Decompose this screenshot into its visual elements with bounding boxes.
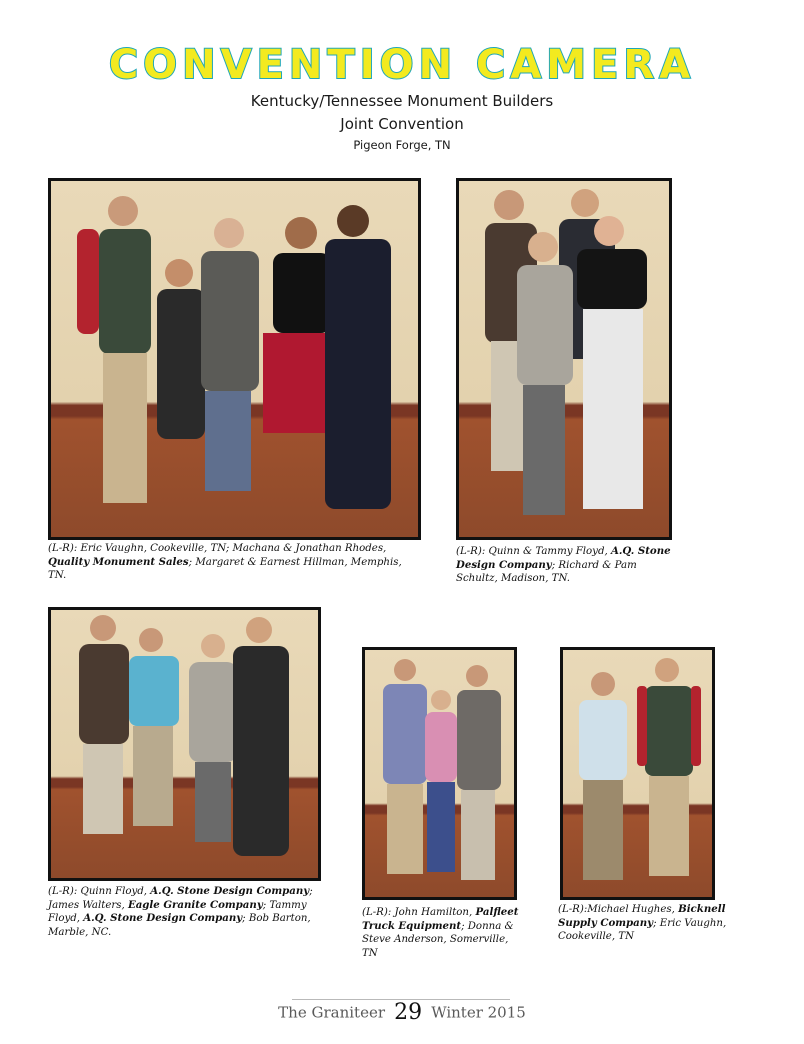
- caption-text: ; Eric Vaughn, Cookeville, TN: [558, 917, 727, 943]
- location-line: Pigeon Forge, TN: [353, 138, 451, 152]
- people-silhouettes: [579, 658, 701, 880]
- page-footer: [0, 1000, 804, 1025]
- caption-photo-2: [456, 545, 674, 586]
- photo-5: [560, 647, 715, 900]
- people-silhouettes: [77, 196, 391, 509]
- caption-text: (L-R): John Hamilton,: [362, 907, 476, 918]
- caption-photo-3: [48, 885, 320, 939]
- caption-text: (L-R):Michael Hughes,: [558, 904, 679, 915]
- photo-3: [48, 607, 321, 881]
- people-silhouettes: [383, 659, 501, 880]
- caption-text: ; Donna & Steve Anderson, Somerville, TN: [362, 920, 514, 959]
- caption-text: ; Margaret & Earnest Hillman, Memphis, TN.: [48, 556, 402, 582]
- photo-2: [456, 178, 672, 540]
- people-silhouettes: [485, 189, 647, 515]
- page-title: [0, 40, 804, 88]
- caption-photo-1: [48, 542, 423, 583]
- caption-photo-4: [362, 906, 522, 960]
- publication-name: The Graniteer: [278, 1003, 385, 1022]
- company-name: Quality Monument Sales: [48, 555, 189, 568]
- company-name: A.Q. Stone Design Company: [83, 912, 243, 925]
- caption-text: ; James Walters,: [48, 886, 313, 911]
- company-name: A.Q. Stone Design Company: [150, 885, 310, 897]
- company-name: A.Q. Stone Design Company: [456, 545, 671, 571]
- company-name: Eagle Granite Company: [127, 898, 263, 911]
- caption-text: (L-R): Quinn & Tammy Floyd,: [456, 546, 611, 557]
- caption-text: ; Bob Barton, Marble, NC.: [48, 913, 311, 938]
- subtitle-line-2: Joint Convention: [340, 115, 464, 133]
- caption-text: ; Richard & Pam Schultz, Madison, TN.: [456, 559, 637, 585]
- caption-text: (L-R): Quinn Floyd,: [48, 886, 151, 897]
- people-silhouettes: [79, 615, 289, 856]
- photo-4: [362, 647, 517, 900]
- issue-season: Winter 2015: [431, 1003, 526, 1022]
- subtitle-line-1: Kentucky/Tennessee Monument Builders: [250, 92, 554, 110]
- photo-1: [48, 178, 421, 540]
- company-name: Palfleet Truck Equipment: [362, 906, 519, 932]
- page-number: 29: [394, 1000, 423, 1025]
- title-text: CONVENTION CAMERA: [108, 42, 696, 88]
- company-name: Bicknell Supply Company: [558, 903, 726, 929]
- caption-text: ; Tammy Floyd,: [48, 899, 307, 925]
- caption-text: (L-R): Eric Vaughn, Cookeville, TN; Machana & Jonathan Rhodes,: [48, 543, 387, 554]
- caption-photo-5: [558, 903, 738, 944]
